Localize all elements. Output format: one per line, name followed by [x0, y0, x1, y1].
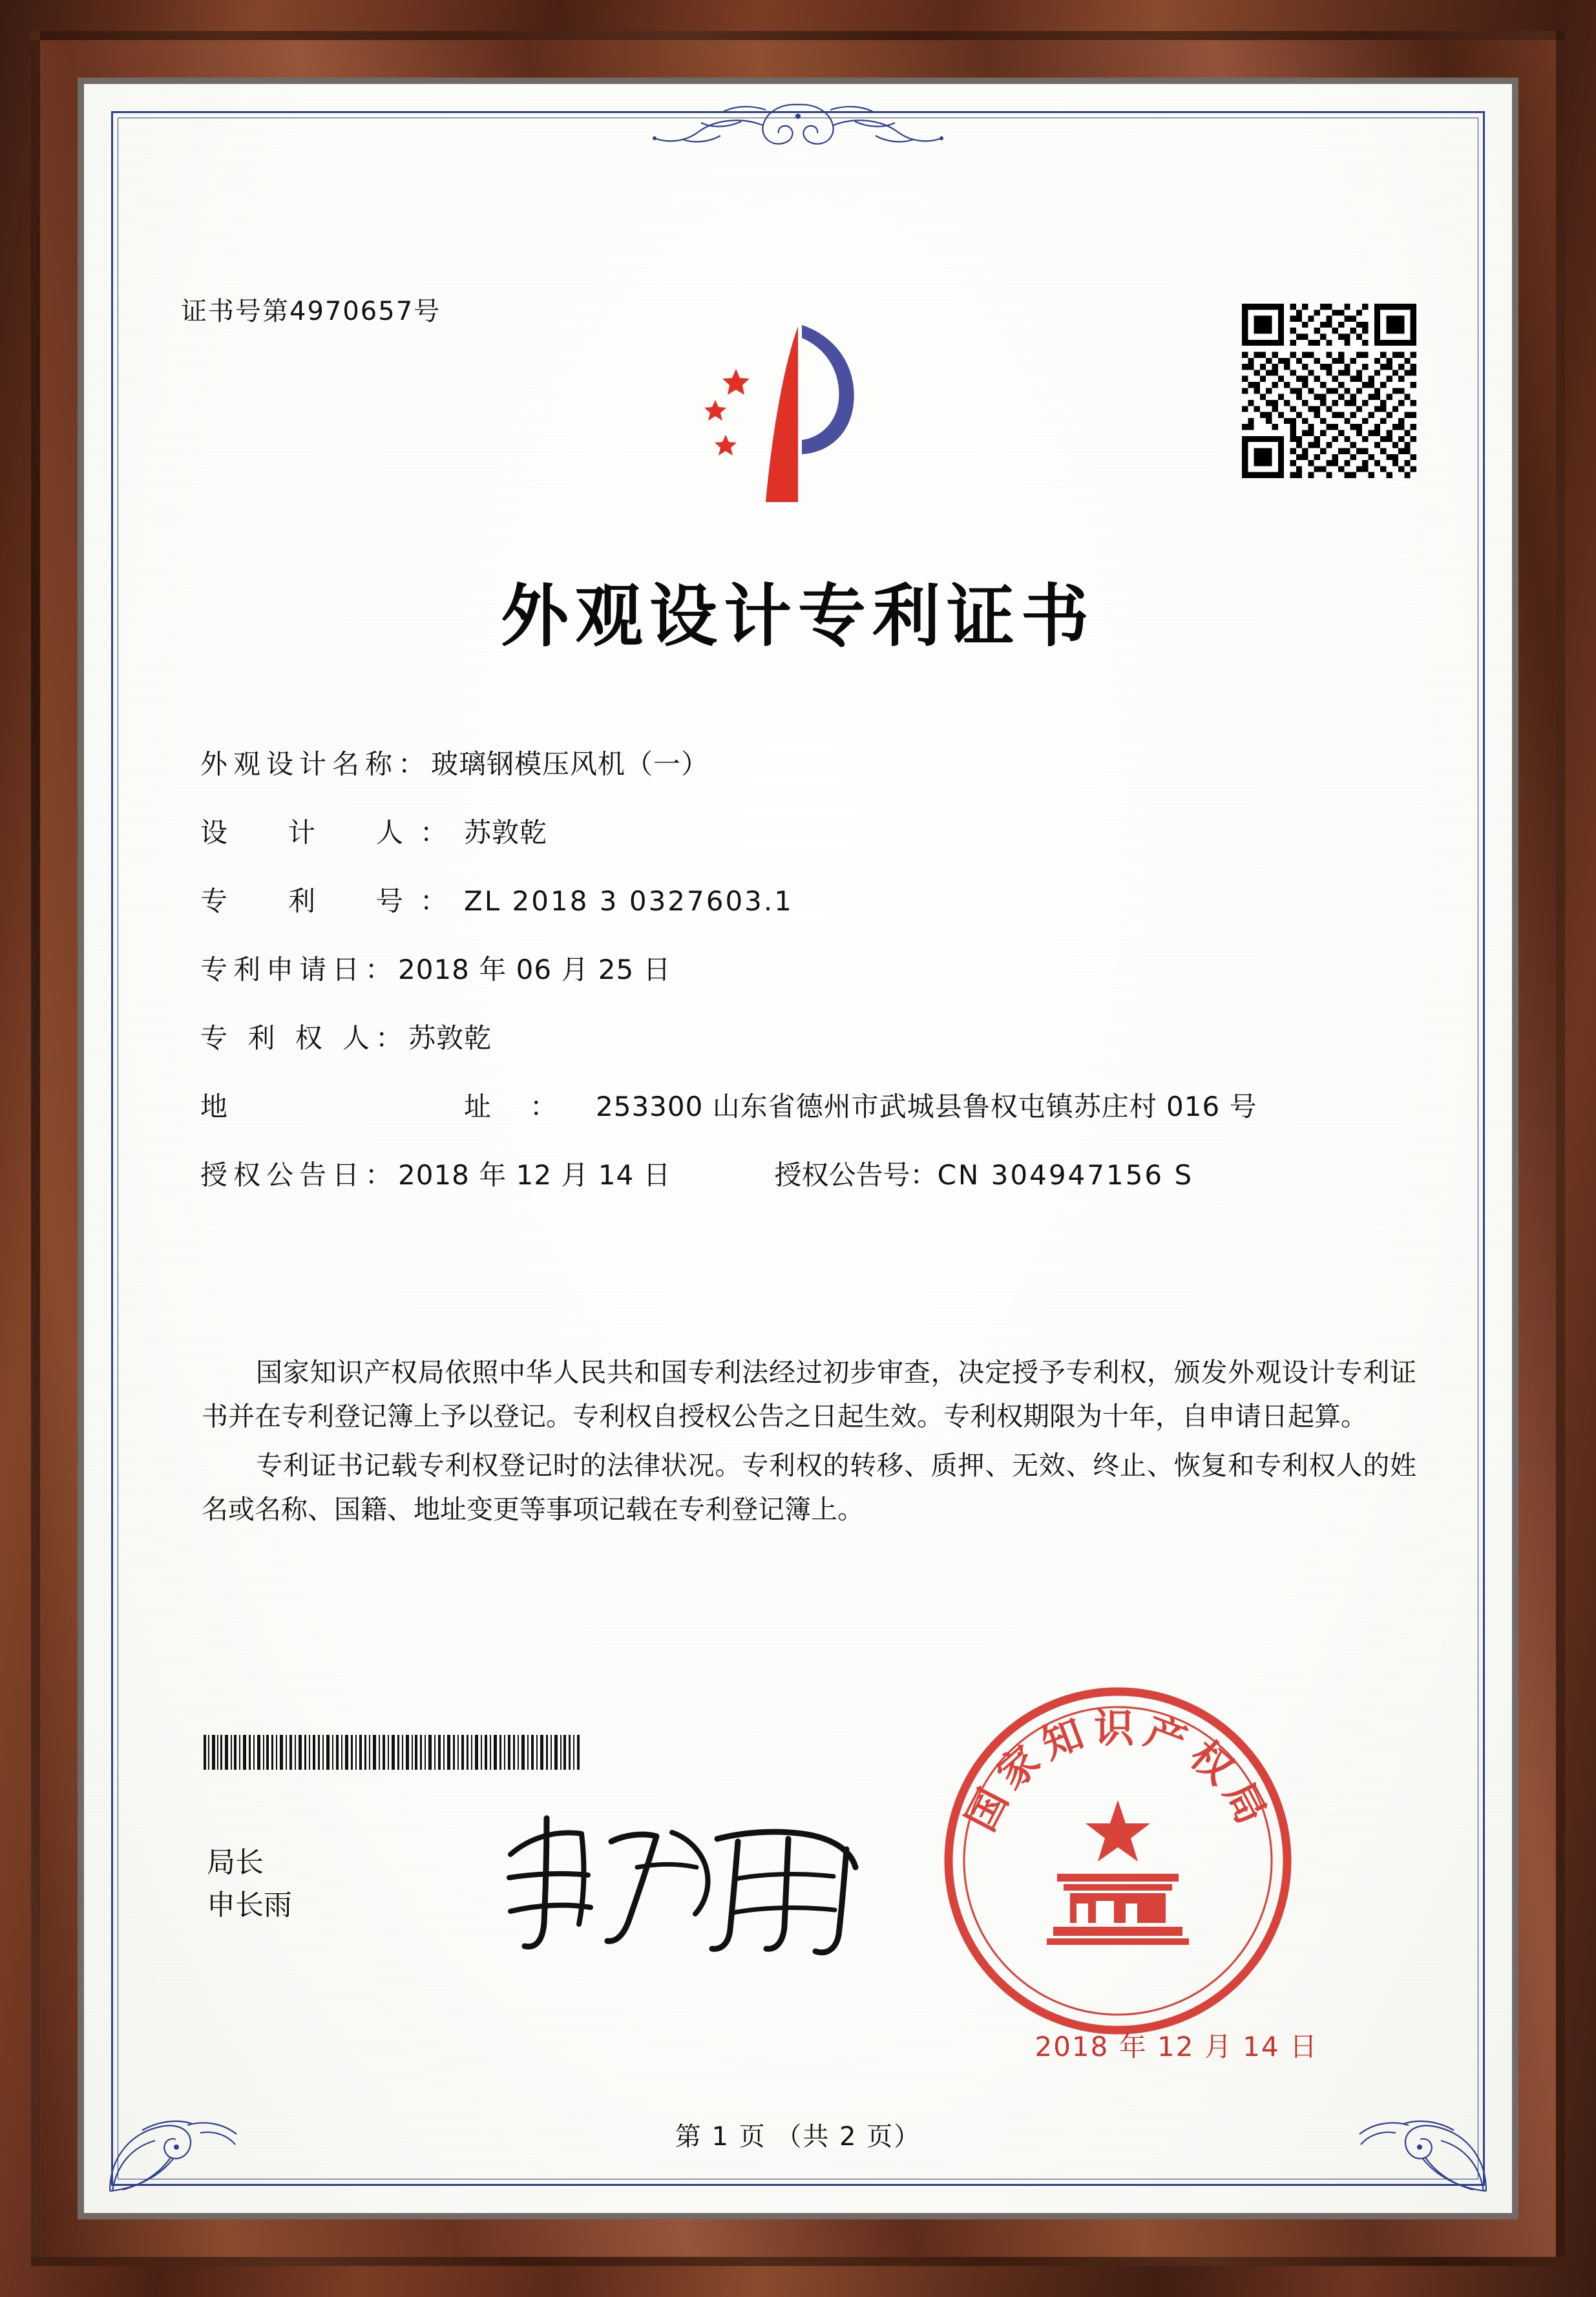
grant-number-value: CN 304947156 S	[937, 1159, 1194, 1191]
field-label: 外观设计名称：	[200, 748, 432, 780]
handwritten-signature	[485, 1796, 898, 1964]
field-grant-row	[200, 1154, 1428, 1193]
field-label: 专 利 权 人：	[200, 1022, 409, 1054]
field-address	[200, 1086, 1428, 1124]
certificate-paper	[84, 84, 1512, 2213]
page-title: 外观设计专利证书	[500, 577, 1095, 656]
qr-code-icon	[1242, 304, 1416, 478]
field-value: 玻璃钢模压风机（一）	[431, 748, 709, 780]
field-value: 2018 年 06 月 25 日	[398, 954, 671, 985]
grant-number-label: 授权公告号：	[774, 1159, 938, 1191]
field-patent-number	[200, 880, 1428, 919]
svg-text:国家知识产权局: 国家知识产权局	[956, 1704, 1279, 1839]
field-value: ZL 2018 3 0327603.1	[464, 885, 793, 917]
field-patentee	[200, 1017, 1428, 1056]
certificate-number: 证书号第4970657号	[181, 297, 441, 326]
field-application-date	[200, 949, 1428, 987]
field-list	[200, 743, 1428, 1222]
field-label: 专利申请日：	[200, 954, 399, 985]
barcode	[204, 1735, 617, 1770]
director-name-label: 申长雨	[207, 1889, 292, 1922]
field-label: 设 计 人：	[200, 817, 465, 848]
cnipa-logo-icon	[688, 313, 908, 507]
paragraph-1: 国家知识产权局依照中华人民共和国专利法经过初步审查，决定授予专利权，颁发外观设计专利证书并在专利登记簿上予以登记。专利权自授权公告之日起生效。专利权期限为十年，自申请日起算。	[202, 1357, 1416, 1432]
field-designer	[200, 812, 1428, 850]
legal-text-block	[202, 1350, 1416, 1537]
field-value: 253300 山东省德州市武城县鲁权屯镇苏庄村 016 号	[596, 1091, 1257, 1122]
director-title-label: 局长	[207, 1846, 264, 1879]
paragraph-2: 专利证书记载专利权登记时的法律状况。专利权的转移、质押、无效、终止、恢复和专利权人的姓名或名称、国籍、地址变更等事项记载在专利登记簿上。	[202, 1450, 1416, 1525]
field-design-name	[200, 743, 1428, 782]
field-label: 专 利 号：	[200, 885, 465, 917]
grant-date-label: 授权公告日：	[200, 1159, 399, 1191]
field-value: 苏敦乾	[408, 1022, 492, 1054]
field-value: 苏敦乾	[464, 817, 548, 848]
official-seal	[937, 1680, 1299, 2042]
seal-date: 2018 年 12 月 14 日	[1034, 2031, 1318, 2062]
field-label: 地 址：	[200, 1091, 596, 1122]
grant-date-value: 2018 年 12 月 14 日	[398, 1159, 671, 1191]
page-number: 第 1 页 （共 2 页）	[675, 2122, 921, 2152]
signature-block	[207, 1841, 292, 1927]
